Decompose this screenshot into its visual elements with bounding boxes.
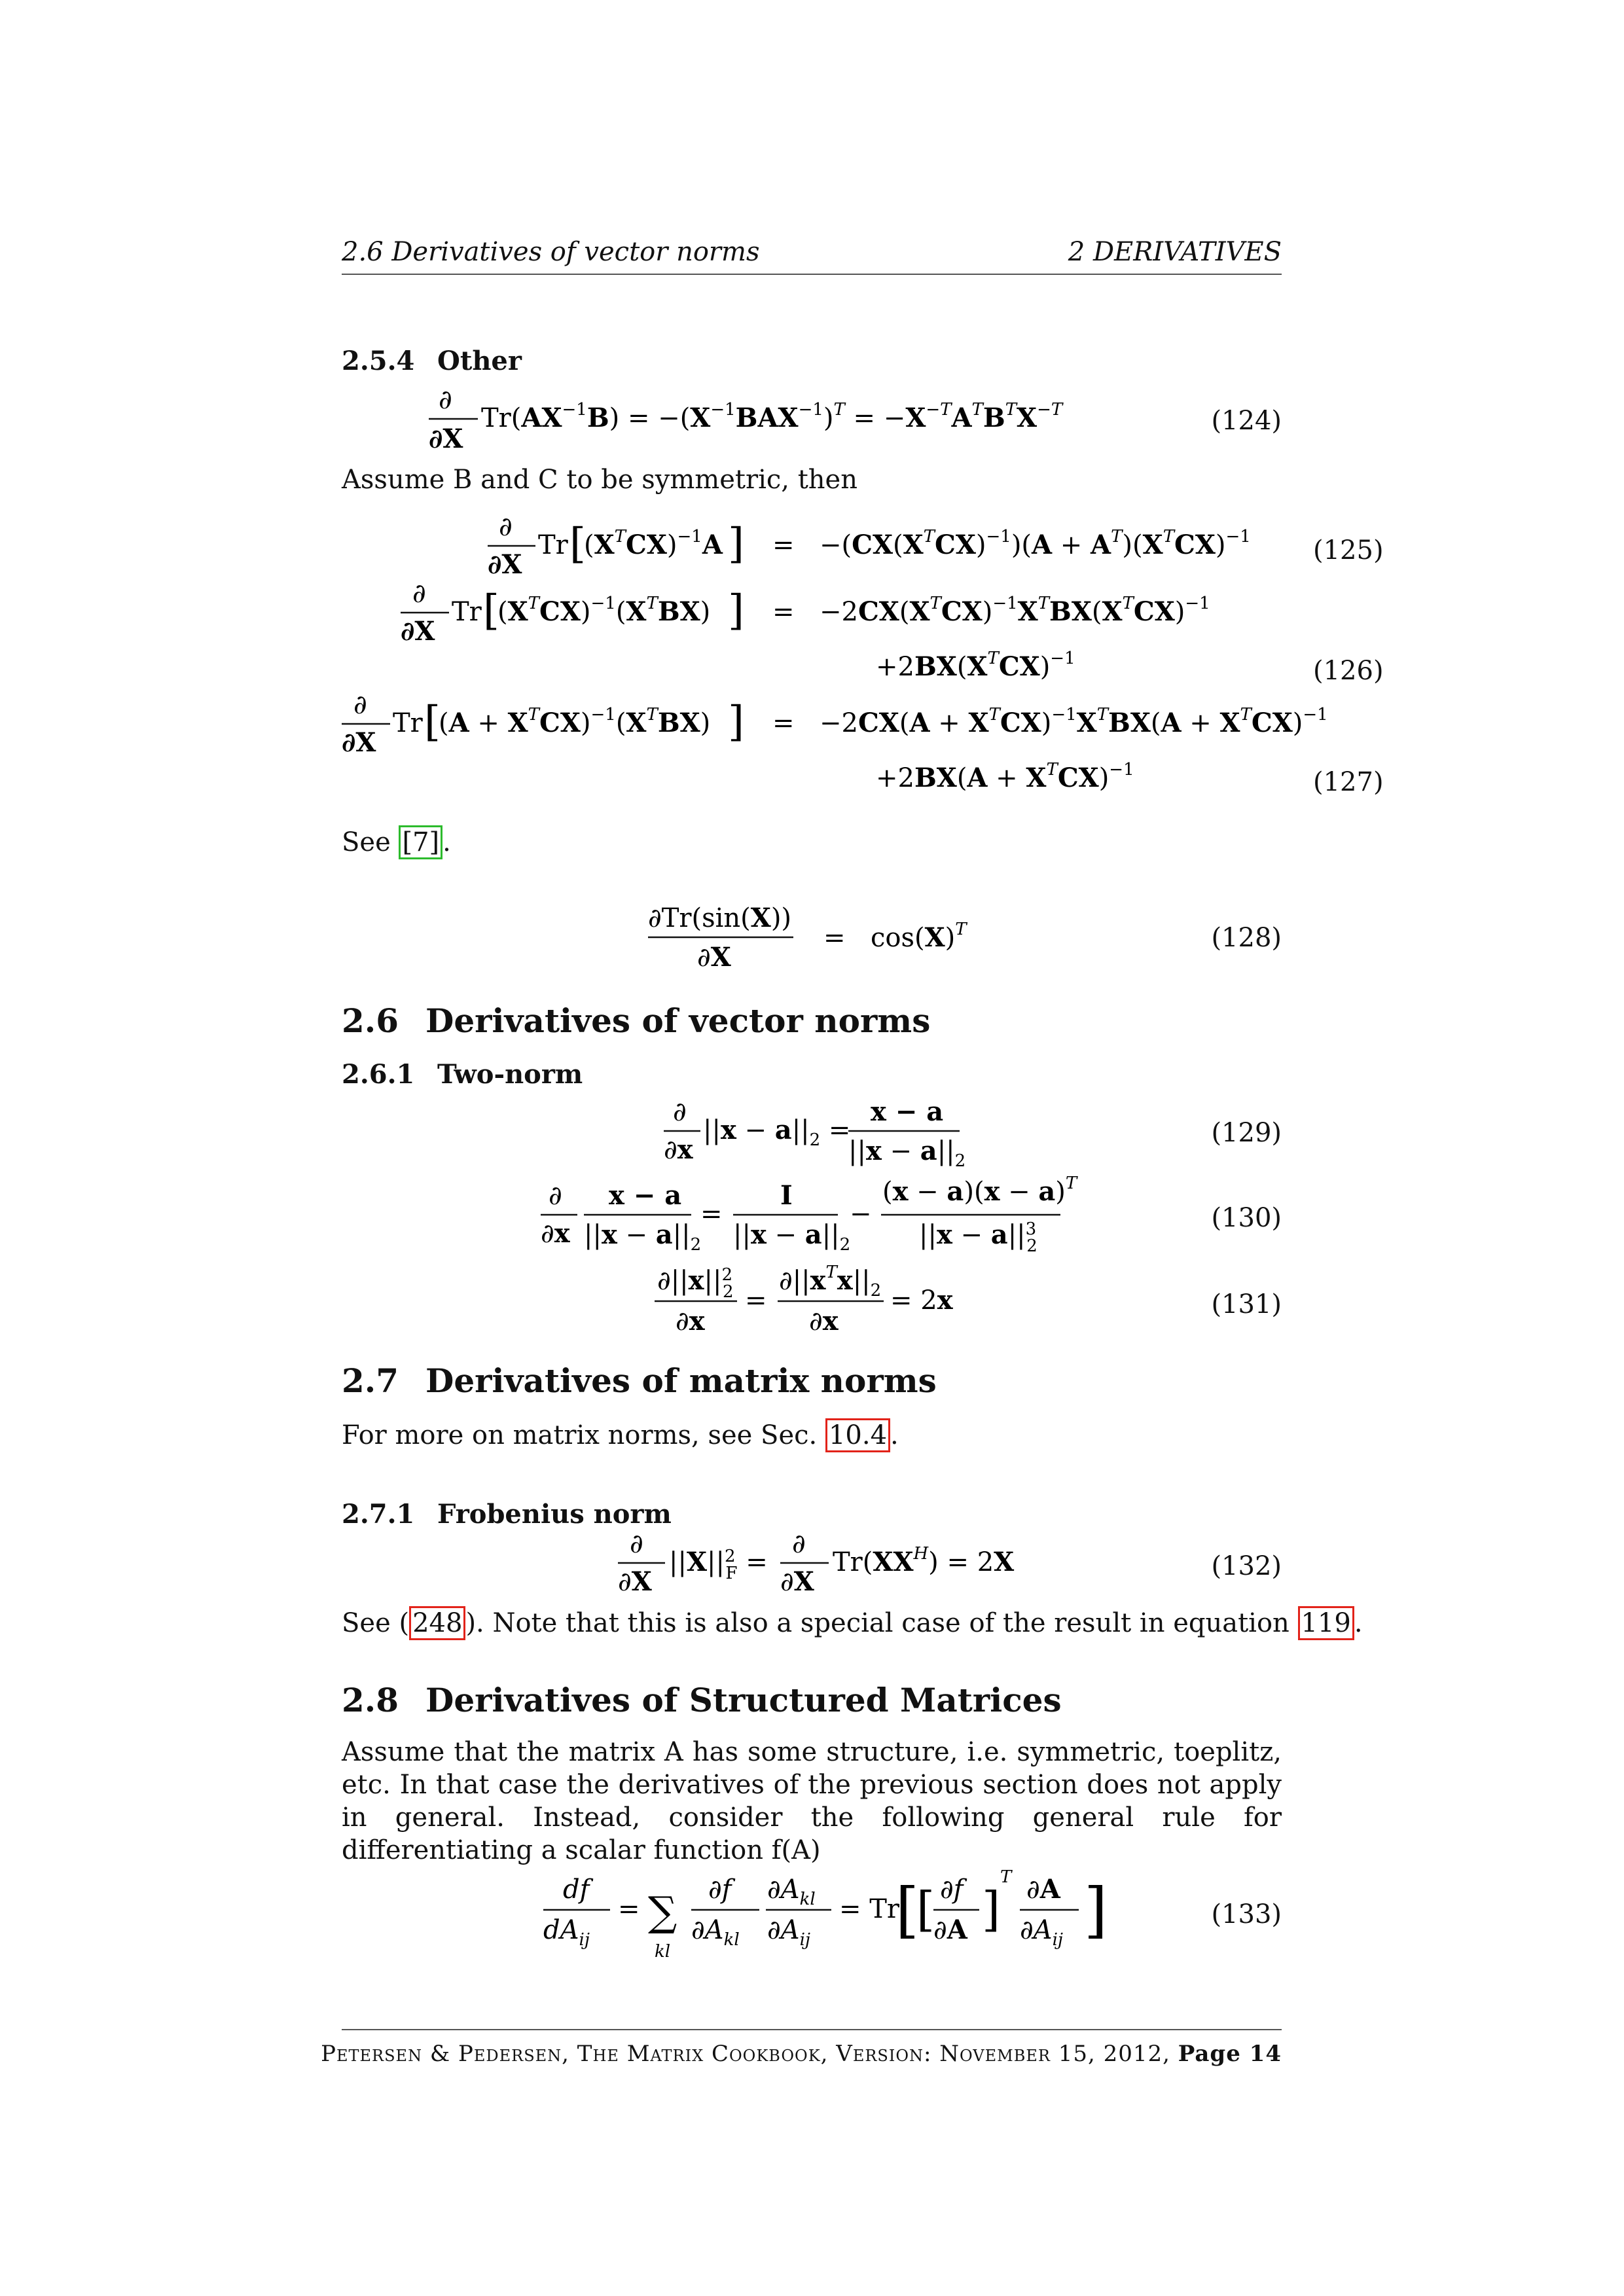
svg-text:(A + XTCX)−1(XTBX): $(A + X^TCX)^{-1}(X^TBX)$ bbox=[439, 705, 711, 738]
svg-text:x − a: x − a bbox=[871, 1096, 944, 1127]
svg-text:]: ] bbox=[728, 520, 744, 568]
svg-text:= 2x: = 2x bbox=[890, 1285, 953, 1316]
svg-text:=: = bbox=[700, 1199, 723, 1229]
section-2-8-number: 2.8 bbox=[342, 1681, 399, 1719]
section-2-8-title: Derivatives of Structured Matrices bbox=[425, 1681, 1062, 1719]
svg-text:]: ] bbox=[982, 1882, 1001, 1937]
page-footer bbox=[321, 2041, 1282, 2067]
svg-text:−: − bbox=[850, 1199, 872, 1229]
structured-matrices-paragraph: Assume that the matrix A has some structure, i.e. symmetric, toeplitz, etc. In that case the derivatives of the previous section does not apply in general. Instead, consider the following general rule for differentiating a scalar function f(A) bbox=[342, 1737, 1282, 1865]
svg-text:+2BX(A + XTCX)−1: $+2BX(A + X^TCX)^{-1}$ bbox=[876, 760, 1134, 793]
svg-text:I: I bbox=[780, 1180, 793, 1211]
equation-number-133: (133) bbox=[1211, 1899, 1282, 1929]
svg-text:∂||xTx||2: $\partial||x^Tx||_2$ bbox=[779, 1263, 882, 1300]
svg-text:∂X: ∂X bbox=[429, 423, 463, 454]
svg-text:∂Aij: $\partial A_{ij}$ bbox=[767, 1915, 810, 1950]
citation-7-link[interactable]: [7] bbox=[399, 825, 442, 859]
section-2-6-1-title: Two-norm bbox=[437, 1059, 583, 1090]
svg-text:cos(X)T: $\cos(X)^T$ bbox=[871, 920, 967, 953]
matrix-norms-suffix: . bbox=[890, 1420, 899, 1450]
svg-text:∂f: ∂f bbox=[940, 1874, 964, 1905]
svg-text:T: T bbox=[1000, 1867, 1012, 1887]
see-prefix: See bbox=[342, 827, 399, 857]
svg-text:∂x: ∂x bbox=[809, 1306, 839, 1336]
svg-text:||x − a||2 =: $||x - a||_2$ = bbox=[703, 1115, 851, 1150]
svg-text:=: = bbox=[772, 597, 795, 627]
section-2-7-number: 2.7 bbox=[342, 1361, 399, 1400]
matrix-norms-intro bbox=[342, 1419, 899, 1452]
svg-text:∂: ∂ bbox=[353, 690, 367, 720]
svg-text:= Tr: = Tr bbox=[839, 1894, 900, 1924]
svg-text:∂f: ∂f bbox=[708, 1874, 732, 1905]
equation-number-131: (131) bbox=[1211, 1289, 1282, 1319]
svg-text:]: ] bbox=[1084, 1875, 1108, 1945]
svg-text:∂: ∂ bbox=[549, 1181, 562, 1211]
equation-number-129: (129) bbox=[1211, 1118, 1282, 1148]
svg-text:∂: ∂ bbox=[412, 579, 426, 609]
section-2-7-title: Derivatives of matrix norms bbox=[425, 1361, 937, 1400]
running-header-left: 2.6 Derivatives of vector norms bbox=[342, 237, 760, 267]
header-rule bbox=[342, 274, 1282, 275]
equation-131 bbox=[648, 1257, 1041, 1342]
svg-text:∂: ∂ bbox=[499, 512, 513, 542]
section-2-5-4-title: Other bbox=[437, 346, 522, 376]
frobenius-see-text bbox=[342, 1607, 1363, 1640]
svg-text:[: [ bbox=[483, 586, 499, 635]
section-2-7-1-number: 2.7.1 bbox=[342, 1499, 415, 1530]
svg-text:∂Aij: $\partial A_{ij}$ bbox=[1020, 1915, 1063, 1950]
svg-text:+2BX(XTCX)−1: $+2BX(X^TCX)^{-1}$ bbox=[876, 649, 1075, 682]
svg-text:Tr(AX−1B) = −(X−1BAX−1)T = −X−: $Tr(AX^{-1}B) = -(X^{-1}BAX^{-1})^T = -X^{-T}A^TB^TX^{-T}$ bbox=[481, 400, 1063, 433]
see-ref-7-text bbox=[342, 826, 451, 859]
svg-text:[: [ bbox=[916, 1882, 935, 1937]
equation-number-127: (127) bbox=[1313, 767, 1384, 797]
svg-text:]: ] bbox=[728, 698, 744, 746]
svg-text:∂X: ∂X bbox=[697, 942, 731, 973]
svg-text:Tr: Tr bbox=[452, 597, 482, 627]
frob-see-suffix: . bbox=[1354, 1608, 1363, 1638]
section-10-4-link[interactable]: 10.4 bbox=[825, 1418, 890, 1452]
running-header-right: 2 DERIVATIVES bbox=[1068, 237, 1282, 267]
svg-text:∑: ∑ bbox=[648, 1888, 677, 1935]
section-2-7-1-title: Frobenius norm bbox=[437, 1499, 672, 1530]
svg-text:=: = bbox=[618, 1894, 640, 1924]
svg-text:−2CX(XTCX)−1XTBX(XTCX)−1: $-2CX(X^TCX)^{-1}X^TBX(X^TCX)^{-1}$ bbox=[820, 594, 1210, 627]
svg-text:[: [ bbox=[895, 1875, 919, 1945]
svg-text:]: ] bbox=[728, 586, 744, 635]
equation-119-link[interactable]: 119 bbox=[1298, 1606, 1354, 1640]
svg-text:∂x: ∂x bbox=[541, 1218, 570, 1249]
svg-text:||x − a||2: $||x - a||_2$ bbox=[584, 1219, 702, 1255]
svg-text:∂x: ∂x bbox=[676, 1306, 705, 1336]
svg-text:[: [ bbox=[569, 520, 586, 568]
section-2-6-number: 2.6 bbox=[342, 1001, 399, 1040]
equation-number-124: (124) bbox=[1211, 406, 1282, 436]
footer-page-number: Page 14 bbox=[1178, 2041, 1282, 2067]
svg-text:Tr(XXH) = 2X: $Tr(XX^H) = 2X$ bbox=[833, 1544, 1015, 1577]
svg-text:∂Akl: $\partial A_{kl}$ bbox=[767, 1874, 816, 1909]
svg-text:∂X: ∂X bbox=[618, 1566, 652, 1597]
svg-text:||x − a||32: $||x - a||^3$ 2 bbox=[919, 1219, 1038, 1256]
equation-132 bbox=[609, 1518, 1132, 1604]
see-suffix: . bbox=[442, 827, 451, 857]
svg-text:=: = bbox=[745, 1285, 767, 1316]
svg-text:∂: ∂ bbox=[630, 1529, 643, 1559]
equation-129 bbox=[655, 1092, 1047, 1177]
svg-text:∂Akl: $\partial A_{kl}$ bbox=[691, 1915, 740, 1950]
equation-133 bbox=[537, 1865, 1126, 1970]
svg-text:Tr: Tr bbox=[393, 708, 423, 738]
svg-text:∂X: ∂X bbox=[780, 1566, 814, 1597]
frob-see-mid: ). Note that this is also a special case of the result in equation bbox=[465, 1608, 1298, 1638]
equation-number-128: (128) bbox=[1211, 923, 1282, 953]
svg-text:kl: kl bbox=[655, 1942, 671, 1962]
svg-text:∂X: ∂X bbox=[401, 616, 435, 647]
svg-text:∂X: ∂X bbox=[488, 549, 522, 580]
equation-number-126: (126) bbox=[1313, 656, 1384, 686]
svg-text:∂A: ∂A bbox=[1026, 1874, 1060, 1905]
svg-text:∂X: ∂X bbox=[342, 727, 376, 758]
equation-128 bbox=[641, 897, 1100, 982]
equation-block-125-127 bbox=[327, 504, 1440, 812]
equation-number-125: (125) bbox=[1313, 535, 1384, 565]
svg-text:∂: ∂ bbox=[673, 1097, 687, 1127]
equation-130 bbox=[537, 1172, 1126, 1263]
footer-rule bbox=[342, 2029, 1282, 2030]
svg-text:−(CX(XTCX)−1)(A + AT)(XTCX)−1: $-(CX(X^TCX)^{-1})(A + A^T)(X^TCX)^{-1}$ bbox=[820, 527, 1251, 560]
equation-number-130: (130) bbox=[1211, 1203, 1282, 1233]
svg-text:[: [ bbox=[424, 698, 441, 746]
svg-text:=: = bbox=[772, 708, 795, 738]
svg-text:(XTCX)−1A: $(X^TCX)^{-1}A$ bbox=[584, 527, 723, 560]
svg-text:∂||x||22: $\partial||x||^2$ 2 bbox=[657, 1265, 734, 1302]
section-2-6-title: Derivatives of vector norms bbox=[425, 1001, 931, 1040]
svg-text:Tr: Tr bbox=[538, 530, 568, 560]
svg-text:x − a: x − a bbox=[609, 1180, 682, 1211]
section-2-6-1-number: 2.6.1 bbox=[342, 1059, 415, 1090]
svg-text:df: df bbox=[563, 1874, 590, 1905]
equation-number-132: (132) bbox=[1211, 1551, 1282, 1581]
svg-text:||x − a||2: $||x - a||_2$ bbox=[733, 1219, 851, 1255]
svg-text:(XTCX)−1(XTBX): $(X^TCX)^{-1}(X^TBX)$ bbox=[497, 594, 711, 627]
equation-124 bbox=[393, 380, 1244, 458]
section-2-5-4-number: 2.5.4 bbox=[342, 346, 415, 376]
svg-text:=: = bbox=[823, 923, 846, 953]
svg-text:dAij: $dA_{ij}$ bbox=[543, 1915, 590, 1950]
equation-248-link[interactable]: 248 bbox=[409, 1606, 465, 1640]
frob-see-prefix: See ( bbox=[342, 1608, 410, 1638]
assume-b-c-text: Assume B and C to be symmetric, then bbox=[342, 465, 857, 495]
svg-text:||X||2F =: $||X||^2$ F = bbox=[669, 1547, 768, 1583]
svg-text:∂: ∂ bbox=[792, 1529, 806, 1559]
footer-citation: Petersen & Pedersen, The Matrix Cookbook, Version: November 15, 2012, bbox=[321, 2041, 1178, 2067]
svg-text:∂Tr(sin(X)): ∂Tr(sin(X)) bbox=[648, 903, 792, 933]
svg-text:||x − a||2: $||x - a||_2$ bbox=[848, 1136, 966, 1171]
matrix-norms-intro-text: For more on matrix norms, see Sec. bbox=[342, 1420, 825, 1450]
svg-text:∂A: ∂A bbox=[933, 1914, 967, 1945]
svg-text:∂x: ∂x bbox=[664, 1134, 693, 1165]
svg-text:(x − a)(x − a)T: $(x - a)(x - a)^T$ bbox=[882, 1174, 1077, 1207]
eq124-partial: ∂ bbox=[439, 385, 452, 415]
svg-text:−2CX(A + XTCX)−1XTBX(A + XTCX): $-2CX(A + X^TCX)^{-1}X^TBX(A + X^TCX)^{-1}$ bbox=[820, 705, 1328, 738]
svg-text:=: = bbox=[772, 530, 795, 560]
